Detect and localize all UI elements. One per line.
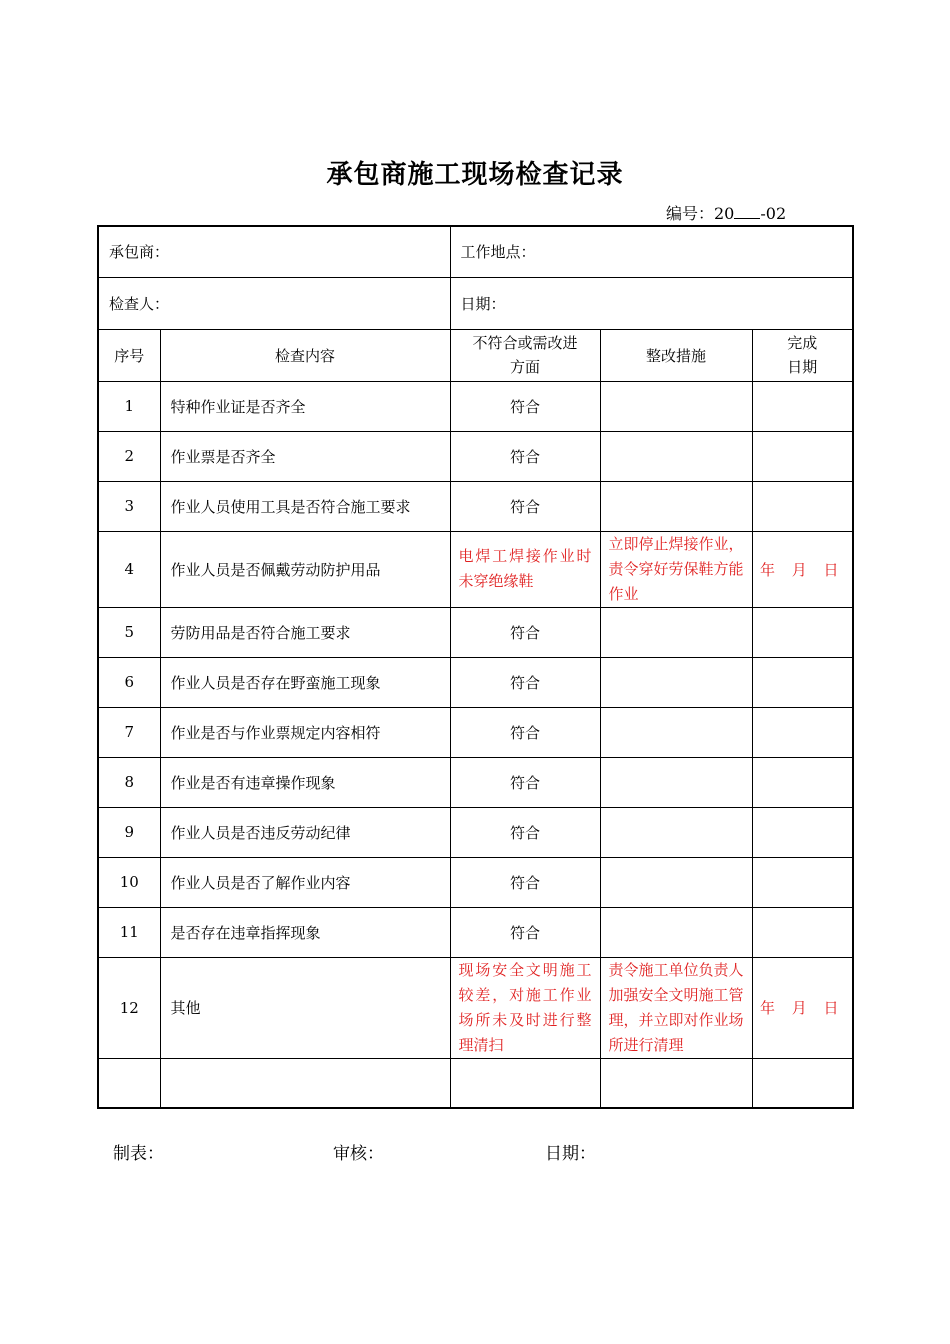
page-title: 承包商施工现场检查记录 [326,160,624,190]
col-measure: 整改措施 [600,329,752,381]
row-content: 劳防用品是否符合施工要求 [160,607,450,657]
row-date[interactable] [752,657,853,707]
info-row-2 [98,277,853,329]
col-seq: 序号 [98,329,160,381]
col-issue-line2: 方面 [510,358,541,376]
row-measure[interactable] [600,907,752,957]
row-issue[interactable]: 符合 [450,807,600,857]
table-row [98,481,853,531]
row-issue[interactable]: 符合 [450,431,600,481]
row-issue[interactable] [450,1058,600,1108]
row-date[interactable] [752,431,853,481]
row-date[interactable]: 年 月 日 [752,957,853,1058]
row-measure[interactable] [600,431,752,481]
row-measure[interactable] [600,807,752,857]
row-date[interactable] [752,807,853,857]
row-number: 1 [98,381,160,431]
col-done-line2: 日期 [787,358,818,376]
code-suffix: -02 [760,204,787,223]
row-number: 11 [98,907,160,957]
row-measure[interactable]: 立即停止焊接作业，责令穿好劳保鞋方能作业 [600,531,752,607]
row-number: 4 [98,531,160,607]
inspection-table [97,225,854,1109]
row-number: 9 [98,807,160,857]
row-date[interactable] [752,707,853,757]
row-measure[interactable] [600,607,752,657]
table-row [98,657,853,707]
row-number: 7 [98,707,160,757]
table-row [98,907,853,957]
table-row [98,707,853,757]
row-date[interactable] [752,607,853,657]
col-done [752,329,853,381]
row-content: 其他 [160,957,450,1058]
row-number: 2 [98,431,160,481]
row-number: 6 [98,657,160,707]
row-number[interactable] [98,1058,160,1108]
row-measure[interactable]: 责令施工单位负责人加强安全文明施工管理，并立即对作业场所进行清理 [600,957,752,1058]
row-date[interactable] [752,907,853,957]
info-row-1 [98,226,853,277]
row-content: 作业人员是否违反劳动纪律 [160,807,450,857]
col-issue-line1: 不符合或需改进 [472,334,578,352]
table-row [98,607,853,657]
row-date[interactable] [752,481,853,531]
inspector-field[interactable]: 检查人： [98,277,450,329]
row-content: 作业人员使用工具是否符合施工要求 [160,481,450,531]
footer-reviewed-by: 审核： [333,1144,384,1164]
contractor-field[interactable]: 承包商： [98,226,450,277]
row-issue[interactable]: 符合 [450,707,600,757]
table-row [98,431,853,481]
row-number: 8 [98,757,160,807]
row-number: 3 [98,481,160,531]
row-issue[interactable]: 符合 [450,481,600,531]
footer-date: 日期： [545,1144,596,1164]
table-row [98,381,853,431]
table-row [98,807,853,857]
row-content: 特种作业证是否齐全 [160,381,450,431]
row-date[interactable] [752,757,853,807]
row-measure[interactable] [600,707,752,757]
row-content: 作业人员是否佩戴劳动防护用品 [160,531,450,607]
row-issue[interactable]: 电焊工焊接作业时未穿绝缘鞋 [450,531,600,607]
table-row [98,531,853,607]
row-content[interactable] [160,1058,450,1108]
row-number: 5 [98,607,160,657]
table-row-empty [98,1058,853,1108]
col-done-line1: 完成 [787,334,818,352]
col-issue [450,329,600,381]
row-date[interactable]: 年 月 日 [752,531,853,607]
row-issue[interactable]: 符合 [450,381,600,431]
code-blank[interactable] [734,204,760,219]
footer-made-by: 制表： [113,1144,164,1164]
row-content: 作业票是否齐全 [160,431,450,481]
col-content: 检查内容 [160,329,450,381]
row-date[interactable] [752,1058,853,1108]
header-row [98,329,853,381]
code-label: 编号：20 [666,204,735,223]
row-issue[interactable]: 符合 [450,657,600,707]
row-content: 作业人员是否存在野蛮施工现象 [160,657,450,707]
date-field[interactable]: 日期： [450,277,853,329]
table-row [98,857,853,907]
table-row [98,757,853,807]
table-row [98,957,853,1058]
row-number: 12 [98,957,160,1058]
document-code [666,201,786,224]
row-date[interactable] [752,857,853,907]
row-measure[interactable] [600,857,752,907]
row-number: 10 [98,857,160,907]
row-content: 作业是否有违章操作现象 [160,757,450,807]
row-measure[interactable] [600,1058,752,1108]
row-content: 作业人员是否了解作业内容 [160,857,450,907]
row-measure[interactable] [600,381,752,431]
row-measure[interactable] [600,757,752,807]
row-measure[interactable] [600,481,752,531]
row-issue[interactable]: 符合 [450,757,600,807]
row-date[interactable] [752,381,853,431]
row-measure[interactable] [600,657,752,707]
row-issue[interactable]: 符合 [450,907,600,957]
row-issue[interactable]: 符合 [450,857,600,907]
row-content: 是否存在违章指挥现象 [160,907,450,957]
location-field[interactable]: 工作地点： [450,226,853,277]
row-content: 作业是否与作业票规定内容相符 [160,707,450,757]
row-issue[interactable]: 符合 [450,607,600,657]
row-issue[interactable]: 现场安全文明施工较差，对施工作业场所未及时进行整理清扫 [450,957,600,1058]
